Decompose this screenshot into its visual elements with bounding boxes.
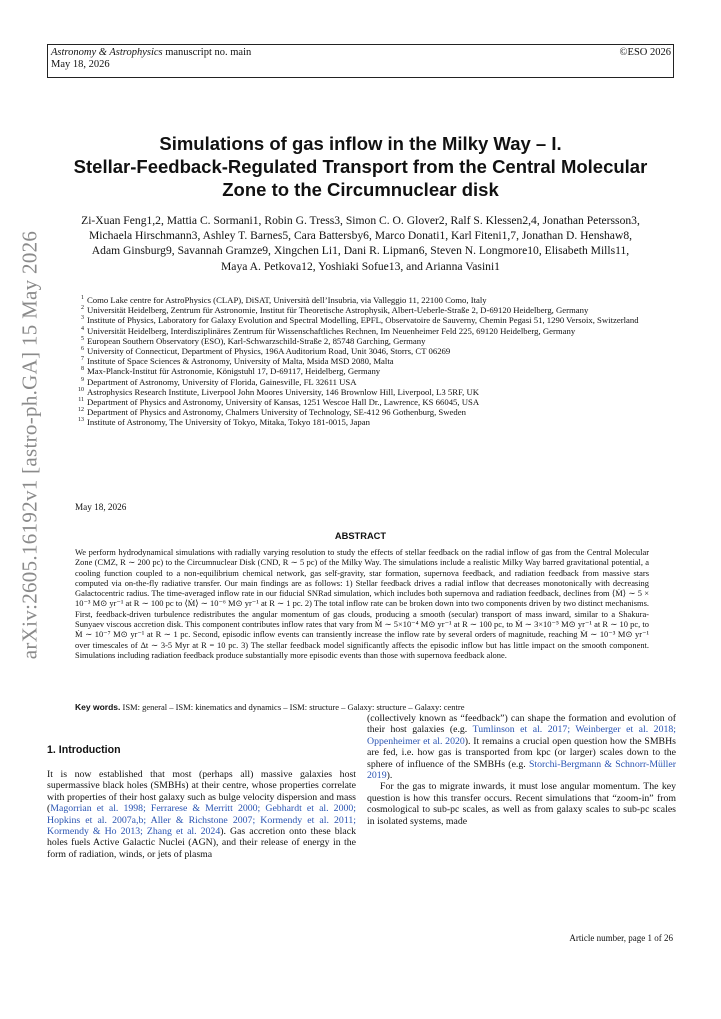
section-heading-introduction: 1. Introduction xyxy=(47,744,121,756)
abstract-heading: ABSTRACT xyxy=(334,531,387,541)
affiliation-number: 13 xyxy=(78,417,84,424)
affiliation-text: Como Lake centre for AstroPhysics (CLAP), DiSAT, Università dell’Insubria, via Valleggio 11, 22100 Como, Italy xyxy=(87,295,487,305)
affiliation-number: 2 xyxy=(81,305,84,312)
running-header xyxy=(51,47,251,71)
paragraph-text: (collectively known as “feedback”) can shape the formation and evolution of their host galaxies (e.g. xyxy=(367,713,676,736)
right-column xyxy=(367,713,676,827)
affiliation-item xyxy=(75,387,660,397)
paragraph-text: ). It remains a crucial open question how the SMBHs are fed, i.e. how gas is transported from kpc (or larger) scales down to the sphere of influence of the SMBHs (e.g. xyxy=(367,735,676,770)
paragraph-text: It is now established that most (perhaps all) massive galaxies host supermassive black holes (SMBHs) at their centre, whose properties correlate with properties of their host galaxy such as bulge velocity dispersion and mass ( xyxy=(47,769,356,815)
journal-name: Astronomy & Astrophysics xyxy=(51,47,163,58)
intro-paragraph-2: For the gas to migrate inwards, it must lose angular momentum. The key question is how this transfer occurs. Recent simulations that “zoom-in” from cosmological to sub-pc scales, as well as from galaxy scales to sub-pc scales in isolated systems, made xyxy=(367,781,676,827)
affiliation-text: Universität Heidelberg, Zentrum für Astronomie, Institut für Theoretische Astrophysik, Albert-Ueberle-Straße 2, D-69120 Heidelberg, Germany xyxy=(87,305,589,316)
affiliation-number: 5 xyxy=(81,335,84,342)
citation-link[interactable]: Magorrian et al. 1998; Ferrarese & Merritt 2000; Gebhardt et al. 2000; Hopkins et al. 2007a,b; Aller & Richstone 2007; Kormendy et al. 2011; Kormendy & Ho 2013; Zhang et al. 2024 xyxy=(47,803,356,838)
affiliation-text: Max-Planck-Institut für Astronomie, Königstuhl 17, D-69117, Heidelberg, Germany xyxy=(87,366,381,377)
affiliation-item xyxy=(75,397,660,407)
affiliation-text: Institute of Space Sciences & Astronomy, University of Malta, Msida MSD 2080, Malta xyxy=(87,356,394,367)
affiliation-number: 11 xyxy=(78,397,84,404)
affiliation-item xyxy=(75,346,660,356)
keywords xyxy=(75,702,649,712)
title-line-1: Simulations of gas inflow in the Milky Way – I. xyxy=(159,133,562,154)
affiliation-number: 7 xyxy=(81,356,84,363)
intro-paragraph-1-continued xyxy=(367,713,676,781)
keywords-label: Key words. xyxy=(75,702,121,712)
affiliation-number: 4 xyxy=(81,325,84,332)
affiliation-text: Department of Astronomy, University of Florida, Gainesville, FL 32611 USA xyxy=(87,376,357,387)
left-column xyxy=(47,769,356,860)
authors-line-3: Adam Ginsburg9, Savannah Gramze9, Xingchen Li1, Dani R. Lipman6, Steven N. Longmore10, Elisabeth Mills11, xyxy=(91,244,630,258)
affiliation-item xyxy=(75,356,660,366)
citation-link[interactable]: Storchi-Bergmann & Schnorr-Müller 2019 xyxy=(367,758,676,782)
affiliation-text: Institute of Physics, Laboratory for Galaxy Evolution and Spectral Modelling, EPFL, Observatoire de Sauverny, Chemin Pegasi 51, 1290 Versoix, Switzerland xyxy=(87,315,639,326)
citation-link[interactable]: Tumlinson et al. 2017; Weinberger et al. 2018; Oppenheimer et al. 2020 xyxy=(367,724,676,747)
title-line-2: Stellar-Feedback-Regulated Transport from the Central Molecular xyxy=(73,156,648,177)
abstract-text: We perform hydrodynamical simulations with radially varying resolution to study the effects of stellar feedback on the radial inflow of gas from the Central Molecular Zone (CMZ, R ∼ 200 pc) to the Circumnuclear Disk (CND, R ∼ 5 pc) of the Milky Way. The simulations include a realistic Milky Way barred gravitational potential, a cooling function coupled to a non-equilibrium chemical network, gas self-gravity, star formation, supernova feedback, and radiation feedback from massive stars computed via on-the-fly radiative transfer. Our main findings are as follows: 1) Stellar feedback drives a radial inflow that decreases monotonically with decreasing Galactocentric radius. The time-averaged inflow rate in our fiducial SNRad simulation, which includes both supernova and radiation feedback, declines from ⟨Ṁ⟩ ∼ 5 × 10⁻³ M⊙ yr⁻¹ at R ∼ 100 pc to ⟨Ṁ⟩ ∼ 10⁻⁶ M⊙ yr⁻¹ at R ∼ 1 pc. 2) The total inflow rate can be broken down into two components driven by two distinct mechanisms. First, feedback-driven turbulence redistributes the angular momentum of gas clouds, producing a smooth (secular) transport of mass inward, similar to a Shakura-Sunyaev viscous accretion disk. This component contributes inflow rates that vary from Ṁ ∼ 5×10⁻⁴ M⊙ yr⁻¹ at R ∼ 100 pc, to Ṁ ∼ 3×10⁻⁵ M⊙ yr⁻¹ at R ∼ 10 pc, to Ṁ ∼ 10⁻⁷ M⊙ yr⁻¹ at R ∼ 1 pc. Second, episodic inflow events can transiently increase the inflow rate by several orders of magnitude, reaching Ṁ ∼ 10⁻³ M⊙ yr⁻¹ over timescales of Δt ∼ 3-5 Myr at R = 10 pc. 3) The stellar feedback model significantly affects the episodic inflow but has little impact on the smooth component. Simulations including radiation feedback produce substantially more episodic events than those with supernova feedback alone. xyxy=(75,547,649,660)
arxiv-stamp: arXiv:2605.16192v1 [astro-ph.GA] 15 May 2026 xyxy=(17,230,42,660)
manuscript-number: manuscript no. main xyxy=(165,47,252,58)
author-list xyxy=(52,213,669,274)
affiliation-item xyxy=(75,295,660,305)
affiliation-text: University of Connecticut, Department of Physics, 196A Auditorium Road, Unit 3046, Storrs, CT 06269 xyxy=(87,346,451,357)
affiliation-number: 9 xyxy=(81,376,84,383)
authors-line-4: Maya A. Petkova12, Yoshiaki Sofue13, and Arianna Vasini1 xyxy=(221,259,500,273)
page-footer: Article number, page 1 of 26 xyxy=(569,933,673,943)
affiliation-item xyxy=(75,336,660,346)
paragraph-text: ). Gas accretion onto these black holes fuels Active Galactic Nuclei (AGN), and their release of energy in the form of radiation, winds, or jets of plasma xyxy=(47,826,356,860)
affiliation-number: 12 xyxy=(78,407,84,414)
title-line-3: Zone to the Circumnuclear disk xyxy=(222,179,499,200)
affiliation-number: 8 xyxy=(81,366,84,373)
affiliation-number: 6 xyxy=(81,346,84,353)
affiliation-list xyxy=(75,295,660,428)
authors-line-1: Zi-Xuan Feng1,2, Mattia C. Sormani1, Robin G. Tress3, Simon C. O. Glover2, Ralf S. Klessen2,4, Jonathan Petersson3, xyxy=(81,214,640,227)
affiliation-item xyxy=(75,326,660,336)
affiliation-text: Department of Physics and Astronomy, University of Kansas, 1251 Wescoe Hall Dr., Lawrence, KS 66045, USA xyxy=(87,397,480,408)
affiliation-item xyxy=(75,377,660,387)
intro-paragraph-1 xyxy=(47,769,356,860)
affiliation-text: Department of Physics and Astronomy, Chalmers University of Technology, SE-412 96 Gothenburg, Sweden xyxy=(87,407,466,418)
affiliation-item xyxy=(75,417,660,427)
paper-title xyxy=(40,132,681,201)
header-date: May 18, 2026 xyxy=(51,59,110,70)
affiliation-number: 10 xyxy=(78,386,84,393)
received-date: May 18, 2026 xyxy=(75,502,127,512)
paragraph-text: ). xyxy=(386,770,393,782)
affiliation-text: Universität Heidelberg, Interdisziplinäres Zentrum für Wissenschaftliches Rechnen, Im Neuenheimer Feld 225, 69120 Heidelberg, Germany xyxy=(87,325,576,336)
authors-line-2: Michaela Hirschmann3, Ashley T. Barnes5, Cara Battersby6, Marco Donati1, Karl Fiteni1,7, Jonathan D. Henshaw8, xyxy=(88,229,633,243)
affiliation-item xyxy=(75,407,660,417)
affiliation-number: 1 xyxy=(81,295,84,301)
affiliation-item xyxy=(75,305,660,315)
affiliation-item xyxy=(75,315,660,325)
affiliation-number: 3 xyxy=(81,315,84,322)
affiliation-item xyxy=(75,366,660,376)
keywords-text: ISM: general – ISM: kinematics and dynamics – ISM: structure – Galaxy: structure – Galaxy: centre xyxy=(122,702,465,712)
affiliation-text: European Southern Observatory (ESO), Karl-Schwarzschild-Straße 2, 85748 Garching, Germany xyxy=(87,335,426,346)
copyright: ©ESO 2026 xyxy=(619,47,671,58)
affiliation-text: Institute of Astronomy, The University of Tokyo, Mitaka, Tokyo 181-0015, Japan xyxy=(87,417,370,428)
affiliation-text: Astrophysics Research Institute, Liverpool John Moores University, 146 Brownlow Hill, Liverpool, L3 5RF, UK xyxy=(87,386,480,397)
